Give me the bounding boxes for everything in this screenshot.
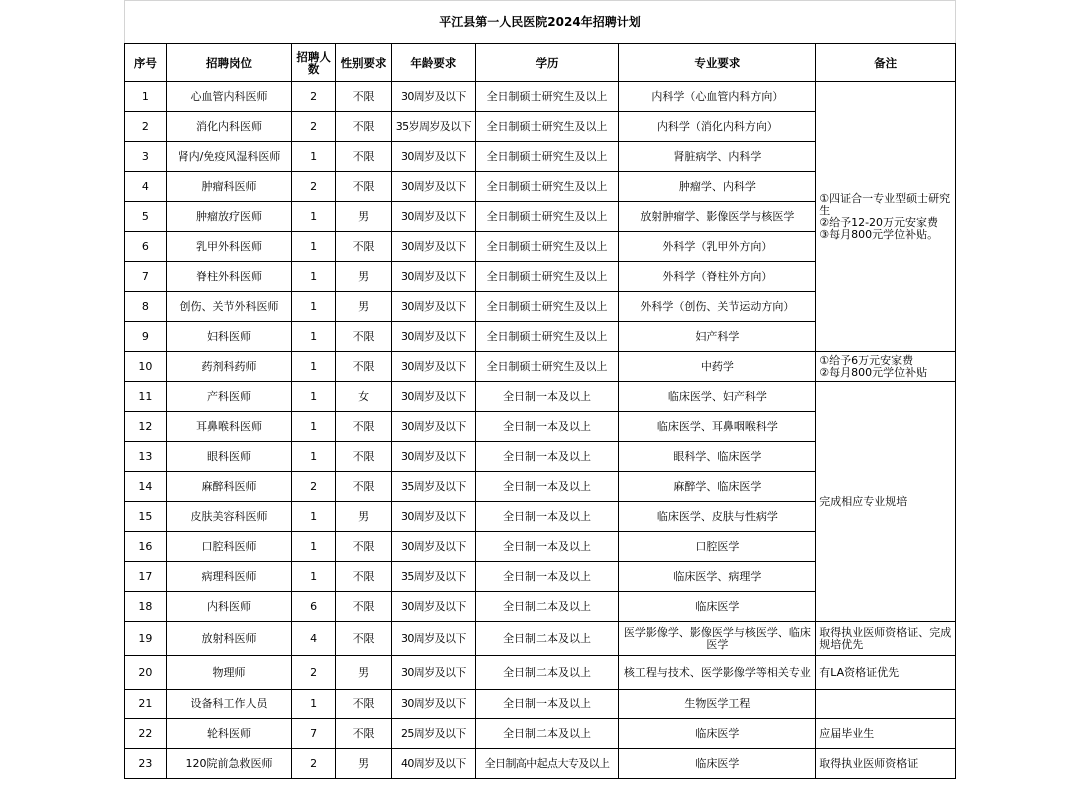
cell-gender: 不限 <box>336 352 392 382</box>
cell-index: 13 <box>125 442 167 472</box>
cell-education: 全日制二本及以上 <box>475 622 619 656</box>
cell-count: 1 <box>292 502 336 532</box>
cell-position: 口腔科医师 <box>166 532 291 562</box>
cell-index: 11 <box>125 382 167 412</box>
cell-education: 全日制硕士研究生及以上 <box>475 172 619 202</box>
cell-position: 放射科医师 <box>166 622 291 656</box>
cell-major: 口腔医学 <box>619 532 816 562</box>
cell-index: 21 <box>125 690 167 719</box>
cell-count: 2 <box>292 472 336 502</box>
cell-major: 外科学（脊柱外方向） <box>619 262 816 292</box>
cell-age: 30周岁及以下 <box>392 172 476 202</box>
cell-gender: 不限 <box>336 82 392 112</box>
cell-age: 35周岁及以下 <box>392 562 476 592</box>
cell-age: 30周岁及以下 <box>392 322 476 352</box>
cell-position: 妇科医师 <box>166 322 291 352</box>
header-count: 招聘人数 <box>292 44 336 82</box>
cell-index: 4 <box>125 172 167 202</box>
cell-gender: 不限 <box>336 562 392 592</box>
cell-major: 临床医学、皮肤与性病学 <box>619 502 816 532</box>
cell-index: 19 <box>125 622 167 656</box>
cell-position: 肾内/免疫风湿科医师 <box>166 142 291 172</box>
cell-age: 30周岁及以下 <box>392 442 476 472</box>
cell-gender: 不限 <box>336 592 392 622</box>
table-title: 平江县第一人民医院2024年招聘计划 <box>125 1 956 44</box>
header-major: 专业要求 <box>619 44 816 82</box>
cell-education: 全日制硕士研究生及以上 <box>475 202 619 232</box>
cell-education: 全日制一本及以上 <box>475 382 619 412</box>
cell-education: 全日制硕士研究生及以上 <box>475 112 619 142</box>
cell-position: 眼科医师 <box>166 442 291 472</box>
cell-position: 消化内科医师 <box>166 112 291 142</box>
cell-index: 3 <box>125 142 167 172</box>
cell-age: 30周岁及以下 <box>392 82 476 112</box>
cell-index: 22 <box>125 719 167 749</box>
cell-position: 轮科医师 <box>166 719 291 749</box>
cell-index: 2 <box>125 112 167 142</box>
remarks-cell: 应届毕业生 <box>816 719 956 749</box>
remarks-cell: ①四证合一专业型硕士研究生 ②给予12-20万元安家费 ③每月800元学位补贴。 <box>816 82 956 352</box>
cell-count: 7 <box>292 719 336 749</box>
cell-major: 临床医学 <box>619 749 816 779</box>
cell-index: 18 <box>125 592 167 622</box>
cell-education: 全日制硕士研究生及以上 <box>475 262 619 292</box>
cell-count: 1 <box>292 322 336 352</box>
cell-major: 外科学（乳甲外方向） <box>619 232 816 262</box>
cell-age: 30周岁及以下 <box>392 592 476 622</box>
cell-index: 16 <box>125 532 167 562</box>
cell-education: 全日制硕士研究生及以上 <box>475 352 619 382</box>
cell-position: 肿瘤放疗医师 <box>166 202 291 232</box>
cell-major: 肾脏病学、内科学 <box>619 142 816 172</box>
cell-age: 30周岁及以下 <box>392 142 476 172</box>
cell-position: 设备科工作人员 <box>166 690 291 719</box>
cell-education: 全日制一本及以上 <box>475 562 619 592</box>
cell-count: 2 <box>292 656 336 690</box>
cell-gender: 不限 <box>336 322 392 352</box>
cell-major: 麻醉学、临床医学 <box>619 472 816 502</box>
cell-index: 5 <box>125 202 167 232</box>
cell-major: 医学影像学、影像医学与核医学、临床医学 <box>619 622 816 656</box>
cell-education: 全日制一本及以上 <box>475 690 619 719</box>
cell-education: 全日制硕士研究生及以上 <box>475 292 619 322</box>
cell-position: 药剂科药师 <box>166 352 291 382</box>
cell-age: 30周岁及以下 <box>392 262 476 292</box>
cell-count: 1 <box>292 202 336 232</box>
cell-count: 2 <box>292 172 336 202</box>
cell-gender: 女 <box>336 382 392 412</box>
remarks-cell: 取得执业医师资格证 <box>816 749 956 779</box>
cell-count: 1 <box>292 142 336 172</box>
cell-count: 1 <box>292 442 336 472</box>
header-position: 招聘岗位 <box>166 44 291 82</box>
cell-gender: 不限 <box>336 412 392 442</box>
cell-position: 物理师 <box>166 656 291 690</box>
cell-education: 全日制二本及以上 <box>475 719 619 749</box>
cell-count: 4 <box>292 622 336 656</box>
cell-position: 内科医师 <box>166 592 291 622</box>
cell-major: 放射肿瘤学、影像医学与核医学 <box>619 202 816 232</box>
remarks-cell <box>816 690 956 719</box>
cell-major: 临床医学、妇产科学 <box>619 382 816 412</box>
cell-gender: 不限 <box>336 690 392 719</box>
cell-position: 病理科医师 <box>166 562 291 592</box>
table-row <box>125 749 956 779</box>
cell-gender: 男 <box>336 262 392 292</box>
remarks-cell: ①给予6万元安家费 ②每月800元学位补贴 <box>816 352 956 382</box>
recruitment-table <box>124 0 956 779</box>
cell-index: 14 <box>125 472 167 502</box>
cell-age: 30周岁及以下 <box>392 690 476 719</box>
cell-position: 麻醉科医师 <box>166 472 291 502</box>
cell-gender: 不限 <box>336 112 392 142</box>
table-row <box>125 690 956 719</box>
cell-index: 9 <box>125 322 167 352</box>
table-row <box>125 382 956 412</box>
cell-count: 1 <box>292 562 336 592</box>
cell-education: 全日制硕士研究生及以上 <box>475 142 619 172</box>
cell-gender: 不限 <box>336 442 392 472</box>
cell-age: 30周岁及以下 <box>392 292 476 322</box>
cell-index: 12 <box>125 412 167 442</box>
cell-major: 妇产科学 <box>619 322 816 352</box>
cell-count: 1 <box>292 292 336 322</box>
cell-position: 肿瘤科医师 <box>166 172 291 202</box>
cell-count: 1 <box>292 690 336 719</box>
cell-age: 30周岁及以下 <box>392 656 476 690</box>
cell-age: 30周岁及以下 <box>392 232 476 262</box>
cell-index: 10 <box>125 352 167 382</box>
cell-gender: 不限 <box>336 472 392 502</box>
cell-age: 30周岁及以下 <box>392 352 476 382</box>
cell-major: 外科学（创伤、关节运动方向） <box>619 292 816 322</box>
cell-gender: 不限 <box>336 142 392 172</box>
cell-gender: 不限 <box>336 622 392 656</box>
cell-count: 1 <box>292 382 336 412</box>
cell-major: 临床医学 <box>619 592 816 622</box>
cell-position: 耳鼻喉科医师 <box>166 412 291 442</box>
cell-gender: 男 <box>336 656 392 690</box>
table-row <box>125 352 956 382</box>
cell-education: 全日制一本及以上 <box>475 412 619 442</box>
cell-position: 创伤、关节外科医师 <box>166 292 291 322</box>
cell-major: 肿瘤学、内科学 <box>619 172 816 202</box>
cell-major: 临床医学 <box>619 719 816 749</box>
cell-count: 2 <box>292 112 336 142</box>
cell-index: 20 <box>125 656 167 690</box>
cell-index: 23 <box>125 749 167 779</box>
cell-gender: 不限 <box>336 532 392 562</box>
cell-position: 皮肤美容科医师 <box>166 502 291 532</box>
cell-count: 2 <box>292 82 336 112</box>
cell-count: 1 <box>292 352 336 382</box>
cell-age: 35岁周岁及以下 <box>392 112 476 142</box>
table-row <box>125 719 956 749</box>
cell-count: 1 <box>292 262 336 292</box>
cell-major: 内科学（消化内科方向） <box>619 112 816 142</box>
cell-gender: 男 <box>336 202 392 232</box>
cell-age: 30周岁及以下 <box>392 382 476 412</box>
cell-education: 全日制一本及以上 <box>475 442 619 472</box>
cell-major: 临床医学、病理学 <box>619 562 816 592</box>
cell-position: 120院前急救医师 <box>166 749 291 779</box>
cell-count: 6 <box>292 592 336 622</box>
cell-age: 30周岁及以下 <box>392 412 476 442</box>
cell-index: 1 <box>125 82 167 112</box>
header-remarks: 备注 <box>816 44 956 82</box>
cell-count: 1 <box>292 232 336 262</box>
remarks-cell: 有LA资格证优先 <box>816 656 956 690</box>
cell-education: 全日制硕士研究生及以上 <box>475 82 619 112</box>
cell-education: 全日制高中起点大专及以上 <box>475 749 619 779</box>
cell-gender: 不限 <box>336 232 392 262</box>
cell-position: 脊柱外科医师 <box>166 262 291 292</box>
cell-major: 中药学 <box>619 352 816 382</box>
cell-age: 40周岁及以下 <box>392 749 476 779</box>
cell-major: 内科学（心血管内科方向） <box>619 82 816 112</box>
cell-count: 1 <box>292 532 336 562</box>
cell-index: 7 <box>125 262 167 292</box>
cell-gender: 不限 <box>336 719 392 749</box>
cell-index: 17 <box>125 562 167 592</box>
table-row <box>125 656 956 690</box>
cell-position: 产科医师 <box>166 382 291 412</box>
cell-gender: 男 <box>336 292 392 322</box>
cell-count: 2 <box>292 749 336 779</box>
header-education: 学历 <box>475 44 619 82</box>
table-row <box>125 622 956 656</box>
cell-age: 30周岁及以下 <box>392 532 476 562</box>
cell-gender: 男 <box>336 749 392 779</box>
header-gender: 性别要求 <box>336 44 392 82</box>
cell-age: 35周岁及以下 <box>392 472 476 502</box>
cell-age: 30周岁及以下 <box>392 202 476 232</box>
header-age: 年龄要求 <box>392 44 476 82</box>
cell-major: 核工程与技术、医学影像学等相关专业 <box>619 656 816 690</box>
cell-age: 30周岁及以下 <box>392 622 476 656</box>
header-index: 序号 <box>125 44 167 82</box>
cell-major: 临床医学、耳鼻咽喉科学 <box>619 412 816 442</box>
cell-gender: 不限 <box>336 172 392 202</box>
cell-education: 全日制二本及以上 <box>475 656 619 690</box>
cell-major: 眼科学、临床医学 <box>619 442 816 472</box>
remarks-cell: 完成相应专业规培 <box>816 382 956 622</box>
cell-gender: 男 <box>336 502 392 532</box>
cell-education: 全日制一本及以上 <box>475 472 619 502</box>
remarks-cell: 取得执业医师资格证、完成规培优先 <box>816 622 956 656</box>
cell-count: 1 <box>292 412 336 442</box>
table-row <box>125 82 956 112</box>
cell-education: 全日制一本及以上 <box>475 502 619 532</box>
cell-age: 25周岁及以下 <box>392 719 476 749</box>
cell-position: 乳甲外科医师 <box>166 232 291 262</box>
cell-index: 6 <box>125 232 167 262</box>
cell-major: 生物医学工程 <box>619 690 816 719</box>
cell-index: 8 <box>125 292 167 322</box>
cell-education: 全日制一本及以上 <box>475 532 619 562</box>
cell-education: 全日制二本及以上 <box>475 592 619 622</box>
cell-age: 30周岁及以下 <box>392 502 476 532</box>
cell-index: 15 <box>125 502 167 532</box>
cell-education: 全日制硕士研究生及以上 <box>475 232 619 262</box>
cell-education: 全日制硕士研究生及以上 <box>475 322 619 352</box>
cell-position: 心血管内科医师 <box>166 82 291 112</box>
